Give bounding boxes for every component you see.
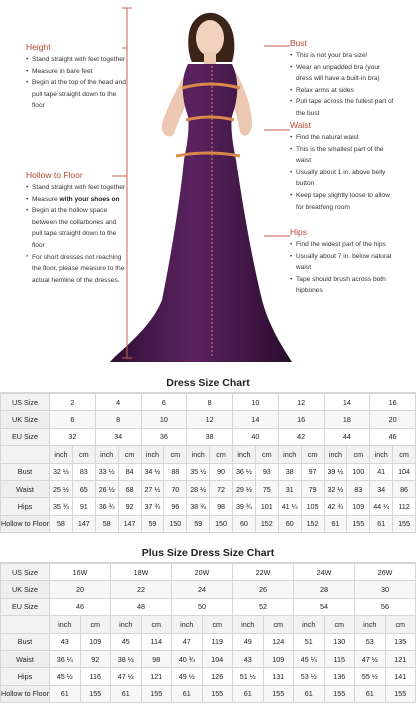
size-cell: 6	[141, 394, 187, 411]
size-cell: 18W	[111, 564, 172, 581]
waist-item: • This is the smallest part of the waist	[290, 144, 394, 167]
bust-item: • Wear an unpadded bra (your dress will have a built-in bra)	[290, 62, 394, 85]
row-label: US Size	[1, 564, 50, 581]
size-cell: 16	[370, 394, 416, 411]
measurement-cell: 37 ¾	[141, 498, 164, 515]
row-label: Bust	[1, 463, 50, 480]
row-label: EU Size	[1, 598, 50, 615]
waist-guide	[290, 120, 394, 213]
measurement-cell: 38 ¾	[187, 498, 210, 515]
unit-cell: inch	[355, 616, 386, 633]
plus-size-chart	[0, 544, 416, 703]
measurement-cell: 121	[141, 668, 172, 685]
measurement-cell: 27 ½	[141, 480, 164, 497]
measurement-cell: 109	[80, 633, 111, 650]
hips-item: • Tape should brush across both hipbones	[290, 274, 394, 297]
size-cell: 46	[370, 428, 416, 445]
unit-cell: inch	[294, 616, 325, 633]
unit-cell: inch	[95, 446, 118, 463]
size-cell: 44	[324, 428, 370, 445]
measurement-cell: 51	[294, 633, 325, 650]
row-label: EU Size	[1, 428, 50, 445]
unit-cell: inch	[187, 446, 210, 463]
measurement-cell: 109	[263, 650, 294, 667]
size-cell: 24	[172, 581, 233, 598]
measurement-cell: 136	[324, 668, 355, 685]
measurement-cell: 114	[141, 633, 172, 650]
row-label: UK Size	[1, 411, 50, 428]
bust-item: • Pull tape across the fullest part of the bust	[290, 96, 394, 119]
table-row	[1, 650, 416, 667]
hollow-item: • Measure with your shoes on	[26, 194, 128, 206]
size-cell: 34	[95, 428, 141, 445]
unit-cell: cm	[72, 446, 95, 463]
unit-cell: cm	[263, 616, 294, 633]
measurement-cell: 42 ¾	[324, 498, 347, 515]
neck	[204, 52, 216, 64]
size-cell: 52	[233, 598, 294, 615]
measurement-cell: 60	[233, 515, 256, 532]
measurement-cell: 104	[202, 650, 233, 667]
measurement-cell: 35 ¾	[50, 498, 73, 515]
measurement-cell: 47 ½	[355, 650, 386, 667]
measurement-cell: 147	[118, 515, 141, 532]
measurement-cell: 150	[164, 515, 187, 532]
size-cell: 42	[278, 428, 324, 445]
measurement-cell: 61	[111, 685, 142, 702]
height-item: • Stand straight with feet together	[26, 54, 126, 66]
size-row	[1, 394, 416, 411]
hips-item: • Usually about 7 in. below natural waist	[290, 251, 394, 274]
measurement-cell: 61	[50, 685, 81, 702]
measurement-cell: 93	[255, 463, 278, 480]
measurement-cell: 44 ¼	[370, 498, 393, 515]
head	[196, 20, 224, 56]
measurement-cell: 59	[187, 515, 210, 532]
measurement-cell: 38 ½	[111, 650, 142, 667]
measurement-cell: 36 ¾	[95, 498, 118, 515]
unit-cell: cm	[255, 446, 278, 463]
bust-item: • This is not your bra size!	[290, 50, 394, 62]
measurement-cell: 135	[385, 633, 416, 650]
measurement-cell: 155	[324, 685, 355, 702]
unit-cell: cm	[347, 446, 370, 463]
size-cell: 50	[172, 598, 233, 615]
hips-item: • Find the widest part of the hips	[290, 239, 394, 251]
measurement-cell: 45 ½	[50, 668, 81, 685]
measurement-cell: 51 ½	[233, 668, 264, 685]
size-cell: 28	[294, 581, 355, 598]
measurement-cell: 36 ½	[233, 463, 256, 480]
unit-cell: inch	[141, 446, 164, 463]
measurement-cell: 155	[202, 685, 233, 702]
measurement-cell: 39 ½	[324, 463, 347, 480]
measurement-cell: 61	[370, 515, 393, 532]
measurement-cell: 28 ½	[187, 480, 210, 497]
dress	[110, 64, 292, 362]
size-cell: 26W	[355, 564, 416, 581]
measurement-cell: 55 ½	[355, 668, 386, 685]
size-cell: 2	[50, 394, 96, 411]
size-cell: 26	[233, 581, 294, 598]
measurement-cell: 58	[95, 515, 118, 532]
measurement-cell: 34 ½	[141, 463, 164, 480]
measurement-cell: 84	[118, 463, 141, 480]
height-item: • Begin at the top of the head and pull tape straight down to the floor	[26, 77, 126, 112]
measurement-cell: 49	[233, 633, 264, 650]
plus-size-table	[0, 563, 416, 703]
row-label: US Size	[1, 394, 50, 411]
unit-cell: cm	[393, 446, 416, 463]
size-cell: 46	[50, 598, 111, 615]
unit-cell: inch	[233, 446, 256, 463]
unit-cell: cm	[324, 616, 355, 633]
measurement-cell: 25 ½	[50, 480, 73, 497]
row-label	[1, 616, 50, 633]
row-label	[1, 446, 50, 463]
size-cell: 20	[50, 581, 111, 598]
size-cell: 12	[278, 394, 324, 411]
measurement-cell: 86	[393, 480, 416, 497]
unit-cell: cm	[80, 616, 111, 633]
size-cell: 20	[370, 411, 416, 428]
size-cell: 36	[141, 428, 187, 445]
unit-cell: cm	[385, 616, 416, 633]
size-row	[1, 581, 416, 598]
row-label: UK Size	[1, 581, 50, 598]
size-cell: 8	[187, 394, 233, 411]
measurement-cell: 150	[210, 515, 233, 532]
measurement-cell: 68	[118, 480, 141, 497]
measurement-cell: 34	[370, 480, 393, 497]
table-row	[1, 515, 416, 532]
height-title: Height	[26, 42, 51, 52]
waist-item: • Usually about 1 in. above belly button	[290, 167, 394, 190]
measurement-cell: 141	[385, 668, 416, 685]
size-row	[1, 564, 416, 581]
unit-row	[1, 616, 416, 633]
unit-cell: inch	[233, 616, 264, 633]
row-label: Hollow to Floor	[1, 685, 50, 702]
measurement-cell: 60	[278, 515, 301, 532]
measurement-cell: 61	[294, 685, 325, 702]
measurement-cell: 32 ½	[324, 480, 347, 497]
measurement-cell: 26 ½	[95, 480, 118, 497]
size-cell: 10	[141, 411, 187, 428]
measurement-cell: 41 ¼	[278, 498, 301, 515]
measurement-cell: 91	[72, 498, 95, 515]
measurement-cell: 155	[141, 685, 172, 702]
measurement-cell: 155	[263, 685, 294, 702]
measurement-cell: 61	[355, 685, 386, 702]
size-cell: 32	[50, 428, 96, 445]
hollow-bold: with your shoes on	[59, 195, 120, 203]
table-row	[1, 498, 416, 515]
size-cell: 16	[278, 411, 324, 428]
unit-cell: inch	[172, 616, 203, 633]
measurement-cell: 124	[263, 633, 294, 650]
size-row	[1, 411, 416, 428]
measurement-cell: 61	[172, 685, 203, 702]
measurement-cell: 112	[393, 498, 416, 515]
size-cell: 24W	[294, 564, 355, 581]
height-guide	[26, 42, 126, 112]
table-row	[1, 463, 416, 480]
size-cell: 16W	[50, 564, 111, 581]
row-label: Hips	[1, 498, 50, 515]
hips-title: Hips	[290, 227, 308, 237]
measurement-cell: 70	[164, 480, 187, 497]
size-cell: 56	[355, 598, 416, 615]
size-cell: 4	[95, 394, 141, 411]
hollow-note: * For short dresses not reaching the floor, please measure to the actual hemline of the dresses.	[26, 252, 128, 287]
size-cell: 30	[355, 581, 416, 598]
measurement-cell: 47 ½	[111, 668, 142, 685]
measurement-cell: 75	[255, 480, 278, 497]
size-cell: 14	[233, 411, 279, 428]
measurement-cell: 88	[164, 463, 187, 480]
measurement-cell: 152	[255, 515, 278, 532]
row-label: Hollow to Floor	[1, 515, 50, 532]
measurement-cell: 105	[301, 498, 324, 515]
bust-item: • Relax arms at sides	[290, 85, 394, 97]
measurement-cell: 61	[233, 685, 264, 702]
unit-cell: cm	[301, 446, 324, 463]
measurement-cell: 45 ¼	[294, 650, 325, 667]
measurement-cell: 130	[324, 633, 355, 650]
measurement-cell: 36 ¼	[50, 650, 81, 667]
size-cell: 14	[324, 394, 370, 411]
unit-cell: cm	[141, 616, 172, 633]
waist-title: Waist	[290, 120, 311, 130]
row-label: Bust	[1, 633, 50, 650]
size-cell: 8	[95, 411, 141, 428]
measurement-cell: 72	[210, 480, 233, 497]
measurement-cell: 32 ½	[50, 463, 73, 480]
measurement-cell: 155	[385, 685, 416, 702]
measurement-cell: 43	[233, 650, 264, 667]
row-label: Hips	[1, 668, 50, 685]
size-cell: 22	[111, 581, 172, 598]
measurement-cell: 45	[111, 633, 142, 650]
measurement-cell: 155	[393, 515, 416, 532]
measurement-cell: 65	[72, 480, 95, 497]
measurement-cell: 61	[324, 515, 347, 532]
unit-cell: inch	[50, 446, 73, 463]
measurement-cell: 31	[278, 480, 301, 497]
hollow-title: Hollow to Floor	[26, 170, 83, 180]
unit-cell: cm	[164, 446, 187, 463]
plus-size-chart-title: Plus Size Dress Size Chart	[0, 544, 416, 563]
measurement-cell: 58	[50, 515, 73, 532]
size-cell: 10	[233, 394, 279, 411]
bust-guide	[290, 38, 394, 120]
dress-size-chart	[0, 374, 416, 533]
size-row	[1, 428, 416, 445]
size-cell: 40	[233, 428, 279, 445]
measurement-cell: 40 ¾	[172, 650, 203, 667]
size-cell: 20W	[172, 564, 233, 581]
measurement-cell: 119	[202, 633, 233, 650]
unit-cell: inch	[111, 616, 142, 633]
measurement-cell: 116	[80, 668, 111, 685]
size-cell: 48	[111, 598, 172, 615]
measurement-cell: 155	[347, 515, 370, 532]
measurement-cell: 47	[172, 633, 203, 650]
row-label: Waist	[1, 480, 50, 497]
measurement-cell: 97	[301, 463, 324, 480]
unit-cell: cm	[210, 446, 233, 463]
measurement-cell: 33 ½	[95, 463, 118, 480]
size-cell: 54	[294, 598, 355, 615]
unit-cell: inch	[50, 616, 81, 633]
measurement-cell: 104	[393, 463, 416, 480]
measurement-cell: 115	[324, 650, 355, 667]
measurement-cell: 38	[278, 463, 301, 480]
measurement-cell: 35 ½	[187, 463, 210, 480]
measurement-cell: 109	[347, 498, 370, 515]
measurement-cell: 92	[118, 498, 141, 515]
measurement-cell: 29 ½	[233, 480, 256, 497]
table-row	[1, 633, 416, 650]
size-cell: 12	[187, 411, 233, 428]
unit-cell: cm	[118, 446, 141, 463]
unit-cell: inch	[324, 446, 347, 463]
measurement-cell: 59	[141, 515, 164, 532]
measurement-cell: 83	[347, 480, 370, 497]
dress-size-table	[0, 393, 416, 533]
waist-item: • Find the natural waist	[290, 132, 394, 144]
measurement-cell: 126	[202, 668, 233, 685]
measurement-cell: 90	[210, 463, 233, 480]
row-label: Waist	[1, 650, 50, 667]
measurement-cell: 121	[385, 650, 416, 667]
measurement-cell: 100	[347, 463, 370, 480]
measurement-cell: 155	[80, 685, 111, 702]
bust-title: Bust	[290, 38, 308, 48]
unit-cell: inch	[278, 446, 301, 463]
measurement-cell: 131	[263, 668, 294, 685]
measurement-cell: 83	[72, 463, 95, 480]
measurement-cell: 92	[80, 650, 111, 667]
unit-row	[1, 446, 416, 463]
measurement-cell: 53	[355, 633, 386, 650]
hips-guide	[290, 227, 394, 297]
table-row	[1, 685, 416, 702]
measurement-cell: 41	[370, 463, 393, 480]
size-cell: 22W	[233, 564, 294, 581]
size-cell: 18	[324, 411, 370, 428]
size-cell: 6	[50, 411, 96, 428]
measurement-cell: 101	[255, 498, 278, 515]
table-row	[1, 668, 416, 685]
measurement-cell: 39 ¾	[233, 498, 256, 515]
measurement-cell: 152	[301, 515, 324, 532]
measurement-cell: 96	[164, 498, 187, 515]
measurement-cell: 49 ½	[172, 668, 203, 685]
unit-cell: cm	[202, 616, 233, 633]
measurement-cell: 98	[210, 498, 233, 515]
measurement-cell: 43	[50, 633, 81, 650]
measurement-cell: 98	[141, 650, 172, 667]
measurement-cell: 79	[301, 480, 324, 497]
size-cell: 38	[187, 428, 233, 445]
table-row	[1, 480, 416, 497]
unit-cell: inch	[370, 446, 393, 463]
waist-item: • Keep tape slightly loose to allow for breathing room	[290, 190, 394, 213]
hollow-item: • Stand straight with feet together	[26, 182, 128, 194]
size-row	[1, 598, 416, 615]
hollow-guide	[26, 170, 128, 286]
measurement-cell: 53 ½	[294, 668, 325, 685]
hollow-item: • Begin at the hollow space between the collarbones and pull tape straight down to the floor	[26, 205, 128, 251]
measurement-cell: 147	[72, 515, 95, 532]
dress-size-chart-title: Dress Size Chart	[0, 374, 416, 393]
height-item: • Measure in bare feet	[26, 66, 126, 78]
